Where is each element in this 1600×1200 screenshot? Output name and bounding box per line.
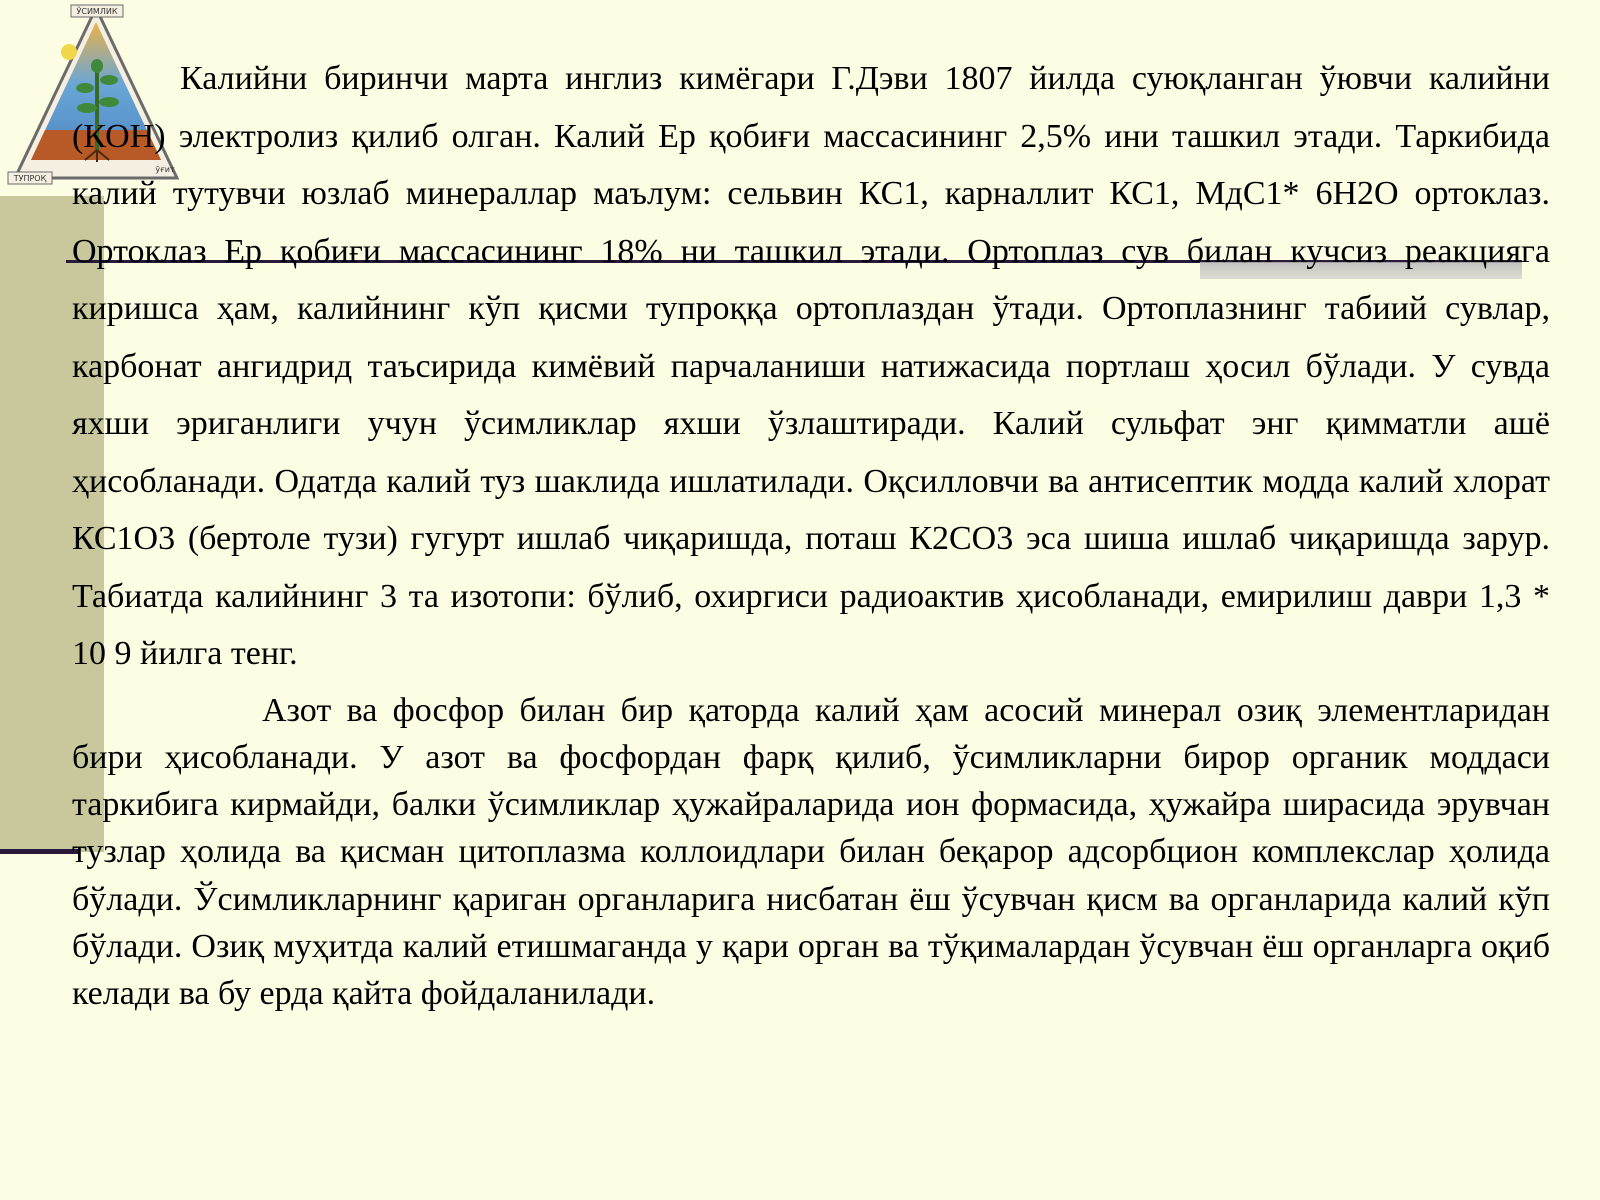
paragraph-2 <box>72 687 1550 1018</box>
document-body <box>72 50 1550 1018</box>
paragraph-1-text: Калийни биринчи марта инглиз кимёгари Г.Дэви 1807 йилда суюқланган ўювчи калийни (КОН) электролиз қилиб олган. Калий Ер қобиғи массасининг 2,5% ини ташкил этади. Таркибида калий тутувчи юзлаб минераллар маълум: сельвин КС1, карналлит КС1, МдС1* 6Н2О ортоклаз. Ортоклаз Ер қобиғи массасининг 18% ни ташкил этади. Ортоплаз сув билан кучсиз реакцияга киришса ҳам, калийнинг кўп қисми тупроққа ортоплаздан ўтади. Ортоплазнинг табиий сувлар, карбонат ангидрид таъсирида кимёвий парчаланиши натижасида портлаш ҳосил бўлади. У сувда яхши эриганлиги учун ўсимликлар яхши ўзлаштиради. Калий сульфат энг қимматли ашё ҳисобланади. Одатда калий туз шаклида ишлатилади. Оқсилловчи ва антисептик модда калий хлорат КС1О3 (бертоле тузи) гугурт ишлаб чиқаришда, поташ К2СО3 эса шиша ишлаб чиқаришда зарур. Табиатда калийнинг 3 та изотопи: бўлиб, охиргиси радиоактив ҳисобланади, емирилиш даври 1,3 * 10 9 йилга тенг. <box>72 60 1550 672</box>
logo-left-label: ТУПРОҚ <box>13 174 47 183</box>
decor-line-bottom <box>0 849 80 854</box>
paragraph-1 <box>72 50 1550 683</box>
paragraph-2-text: Азот ва фосфор билан бир қаторда калий ҳам асосий минерал озиқ элементларидан бири ҳисобланади. У азот ва фосфордан фарқ қилиб, ўсимликларни бирор органик моддаси таркибига кирмайди, балки ўсимликлар ҳужайраларида ион формасида, ҳужайра ширасида эрувчан тузлар ҳолида ва қисман цитоплазма коллоидлари билан беқарор адсорбцион комплекслар ҳолида бўлади. Ўсимликларнинг қариган органларига нисбатан ёш ўсувчан қисм ва органларида калий кўп бўлади. Озиқ муҳитда калий етишмаганда у қари орган ва тўқималардан ўсувчан ёш органларга оқиб келади ва бу ерда қайта фойдаланилади. <box>72 691 1550 1013</box>
logo-top-label: ЎСИМЛИК <box>76 7 118 16</box>
logo-right-label: ўғит <box>155 165 175 174</box>
